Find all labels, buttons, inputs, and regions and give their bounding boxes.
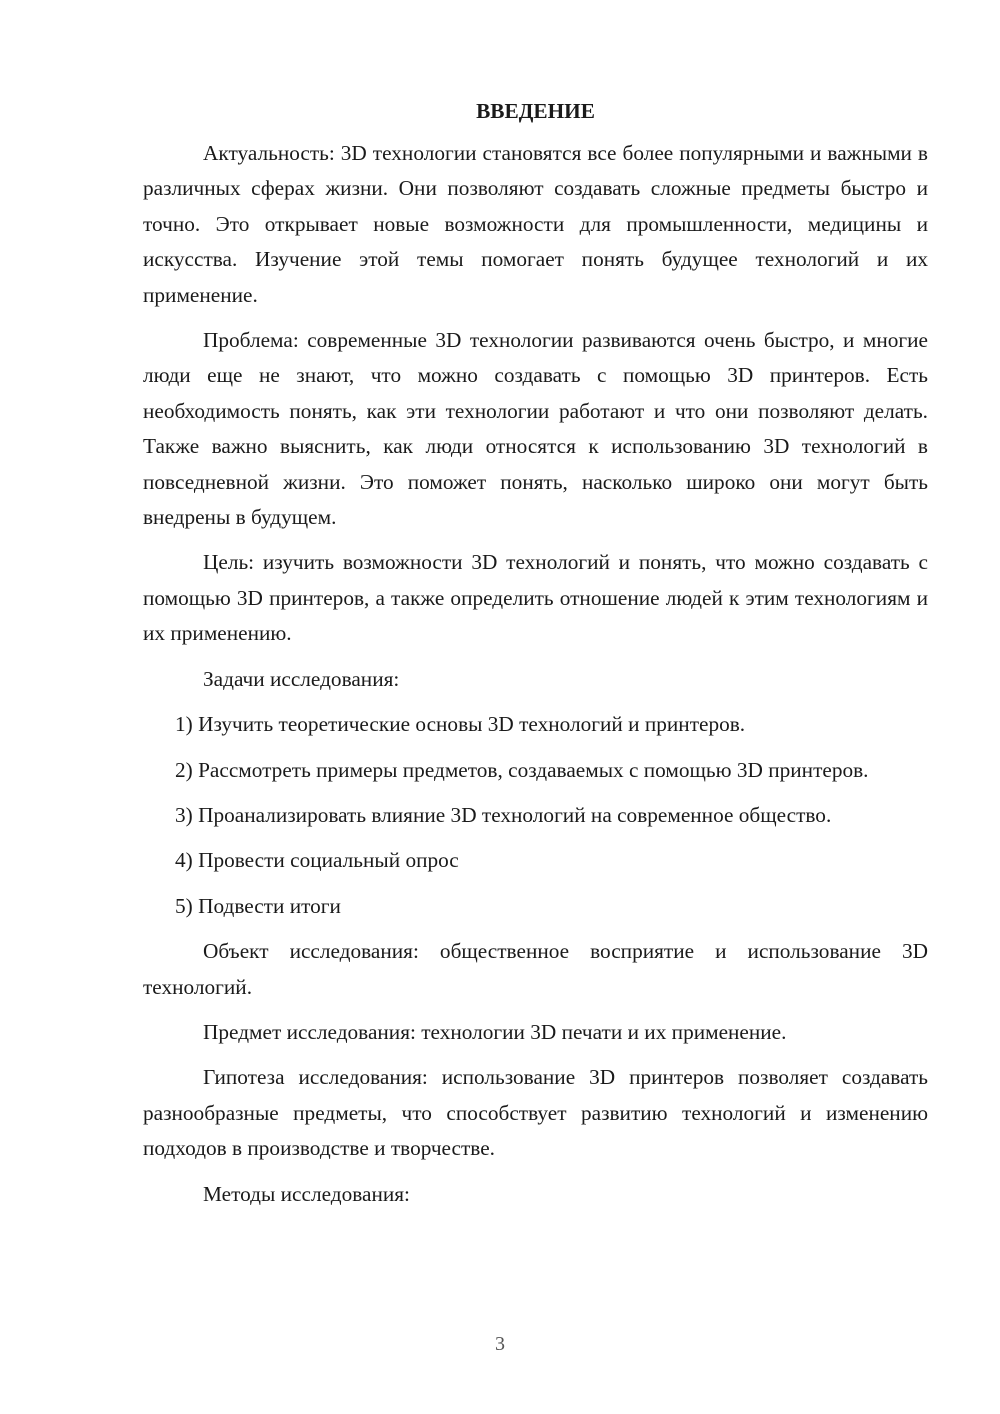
task-item-3: 3) Проанализировать влияние 3D технологий на современное общество. (175, 802, 832, 827)
paragraph-object: Объект исследования: общественное восприятие и использование 3D технологий. (143, 939, 928, 999)
task-item-5: 5) Подвести итоги (175, 893, 341, 918)
tasks-heading: Задачи исследования: (203, 666, 400, 691)
task-item-2: 2) Рассмотреть примеры предметов, создаваемых с помощью 3D принтеров. (175, 757, 869, 782)
page-number: 3 (495, 1333, 505, 1355)
task-item-1: 1) Изучить теоретические основы 3D технологий и принтеров. (175, 712, 746, 737)
paragraph-hypothesis: Гипотеза исследования: использование 3D принтеров позволяет создавать разнообразные предметы, что способствует развитию технологий и изменению подходов в производстве и творчестве. (143, 1065, 928, 1161)
paragraph-subject: Предмет исследования: технологии 3D печати и их применение. (203, 1019, 787, 1044)
paragraph-goal: Цель: изучить возможности 3D технологий и понять, что можно создавать с помощью 3D принтеров, а также определить отношение людей к этим технологиям и их применению. (143, 550, 928, 646)
paragraph-problem: Проблема: современные 3D технологии развиваются очень быстро, и многие люди еще не знают, что можно создавать с помощью 3D принтеров. Есть необходимость понять, как эти технологии работают и что они позволяют делать. Также важно выяснить, как люди относятся к использованию 3D технологий в повседневной жизни. Это поможет понять, насколько широко они могут быть внедрены в будущем. (143, 328, 928, 530)
task-item-4: 4) Провести социальный опрос (175, 848, 459, 873)
document-page (143, 92, 928, 1222)
methods-heading: Методы исследования: (203, 1181, 410, 1206)
paragraph-relevance: Актуальность: 3D технологии становятся все более популярными и важными в различных сферах жизни. Они позволяют создавать сложные предметы быстро и точно. Это открывает новые возможности для промышленности, медицины и искусства. Изучение этой темы помогает понять будущее технологий и их применение. (143, 141, 928, 307)
section-title: ВВЕДЕНИЕ (476, 99, 595, 123)
